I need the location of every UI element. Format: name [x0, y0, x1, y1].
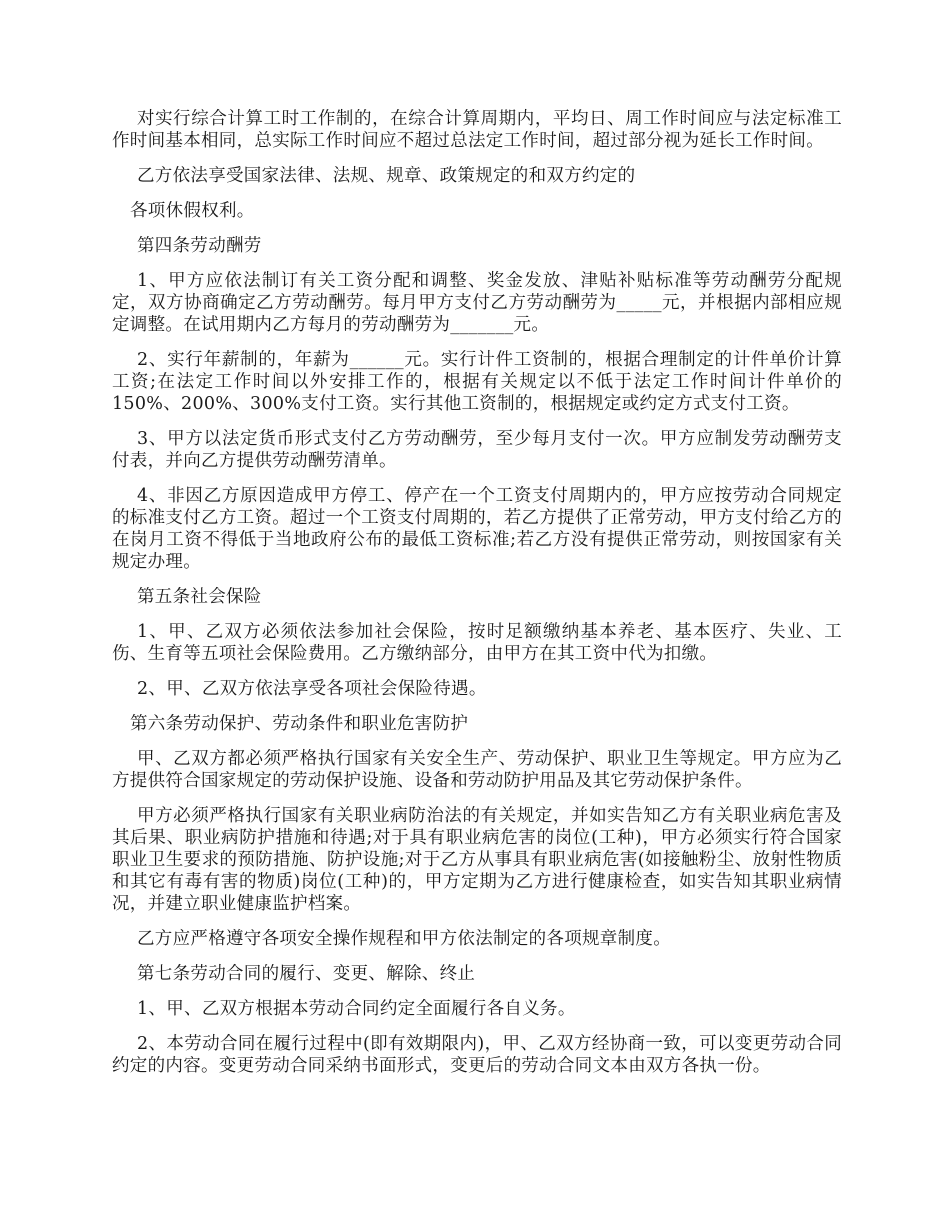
- paragraph-protection-1: 甲、乙双方都必须严格执行国家有关安全生产、劳动保护、职业卫生等规定。甲方应为乙方提供符合国家规定的劳动保护设施、设备和劳动防护用品及其它劳动保护条件。: [112, 749, 842, 791]
- paragraph-remuneration-4: 4、非因乙方原因造成甲方停工、停产在一个工资支付周期内的，甲方应按劳动合同规定的标准支付乙方工资。超过一个工资支付周期的，若乙方提供了正常劳动，甲方支付给乙方的在岗月工资不得低于当地政府公布的最低工资标准;若乙方没有提供正常劳动，则按国家有关规定办理。: [112, 486, 842, 572]
- paragraph-remuneration-1: 1、甲方应依法制订有关工资分配和调整、奖金发放、津贴补贴标准等劳动酬劳分配规定，双方协商确定乙方劳动酬劳。每月甲方支付乙方劳动酬劳为_____元，并根据内部相应规定调整。在试用期内乙方每月的劳动酬劳为_______元。: [112, 271, 842, 335]
- section-heading-article-5: 第五条社会保险: [137, 587, 262, 607]
- document-page: [112, 108, 848, 1090]
- section-heading-article-4: 第四条劳动酬劳: [137, 236, 262, 256]
- paragraph-contract-1: 1、甲、乙双方根据本劳动合同约定全面履行各自义务。: [137, 999, 576, 1019]
- paragraph-leave-rights-2: 各项休假权利。: [130, 201, 255, 221]
- paragraph-contract-2: 2、本劳动合同在履行过程中(即有效期限内)，甲、乙双方经协商一致，可以变更劳动合同约定的内容。变更劳动合同采纳书面形式，变更后的劳动合同文本由双方各执一份。: [112, 1034, 842, 1076]
- section-heading-article-7: 第七条劳动合同的履行、变更、解除、终止: [137, 964, 476, 984]
- paragraph-leave-rights-1: 乙方依法享受国家法律、法规、规章、政策规定的和双方约定的: [137, 166, 636, 186]
- paragraph-insurance-2: 2、甲、乙双方依法享受各项社会保险待遇。: [137, 679, 487, 699]
- paragraph-protection-2: 甲方必须严格执行国家有关职业病防治法的有关规定，并如实告知乙方有关职业病危害及其后果、职业病防护措施和待遇;对于具有职业病危害的岗位(工种)，甲方必须实行符合国家职业卫生要求的预防措施、防护设施;对于乙方从事具有职业病危害(如接触粉尘、放射性物质和其它有毒有害的物质)岗位(工种)的，甲方定期为乙方进行健康检查，如实告知其职业病情况，并建立职业健康监护档案。: [112, 806, 842, 914]
- paragraph-remuneration-2: 2、实行年薪制的，年薪为______元。实行计件工资制的，根据合理制定的计件单价计算工资;在法定工作时间以外安排工作的，根据有关规定以不低于法定工作时间计件单价的 150%、200%、300%支付工资。实行其他工资制的，根据规定或约定方式支付工资。: [112, 350, 848, 414]
- paragraph-protection-3: 乙方应严格遵守各项安全操作规程和甲方依法制定的各项规章制度。: [137, 929, 671, 949]
- paragraph-insurance-1: 1、甲、乙双方必须依法参加社会保险，按时足额缴纳基本养老、基本医疗、失业、工伤、生育等五项社会保险费用。乙方缴纳部分，由甲方在其工资中代为扣缴。: [112, 622, 842, 664]
- section-heading-article-6: 第六条劳动保护、劳动条件和职业危害防护: [130, 714, 469, 734]
- paragraph-comprehensive-hours: 对实行综合计算工时工作制的，在综合计算周期内，平均日、周工作时间应与法定标准工作时间基本相同，总实际工作时间应不超过总法定工作时间，超过部分视为延长工作时间。: [112, 109, 842, 151]
- paragraph-remuneration-3: 3、甲方以法定货币形式支付乙方劳动酬劳，至少每月支付一次。甲方应制发劳动酬劳支付表，并向乙方提供劳动酬劳清单。: [112, 429, 842, 471]
